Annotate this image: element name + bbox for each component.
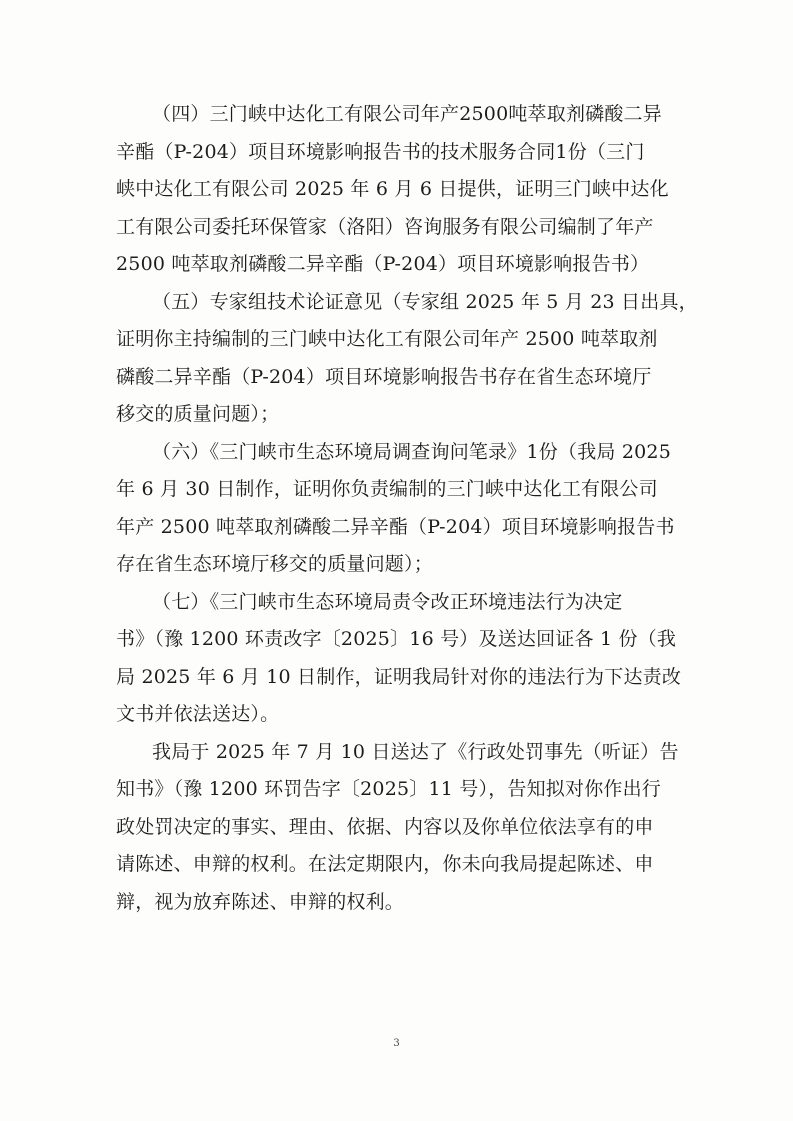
text-line: 书》（豫 1200 环责改字〔2025〕16 号）及送达回证各 1 份（我 [116, 628, 677, 650]
paragraph-evidence-6 [116, 434, 682, 584]
text-line: 磷酸二异辛酯（P-204）项目环境影响报告书存在省生态环境厅 [116, 365, 652, 388]
text-line: 2500 吨萃取剂磷酸二异辛酯（P-204）项目环境影响报告书） [116, 253, 650, 275]
text-line: （六）《三门峡市生态环境局调查询问笔录》1份（我局 2025 [152, 440, 671, 463]
text-line: 证明你主持编制的三门峡中达化工有限公司年产 2500 吨萃取剂 [116, 328, 658, 350]
text-line: （七）《三门峡市生态环境局责令改正环境违法行为决定 [152, 590, 623, 613]
text-line: 知书》（豫 1200 环罚告字〔2025〕11 号），告知拟对你作出行 [116, 778, 662, 800]
text-line: 峡中达化工有限公司 2025 年 6 月 6 日提供，证明三门峡中达化 [116, 178, 669, 200]
text-line: 移交的质量问题）； [116, 403, 280, 425]
text-line: （四）三门峡中达化工有限公司年产2500吨萃取剂磷酸二异 [152, 103, 662, 125]
text-line: 年产 2500 吨萃取剂磷酸二异辛酯（P-204）项目环境影响报告书 [116, 515, 675, 538]
paragraph-hearing-notice [116, 734, 682, 922]
text-line: 文书并依法送达）。 [116, 703, 280, 725]
page-number: 3 [393, 1038, 400, 1049]
text-line: 辛酯（P-204）项目环境影响报告书的技术服务合同1份（三门 [116, 140, 645, 163]
paragraph-evidence-5 [116, 284, 698, 434]
text-line: 局 2025 年 6 月 10 日制作，证明我局针对你的违法行为下达责改 [116, 665, 682, 688]
text-line: 存在省生态环境厅移交的质量问题）； [116, 553, 433, 575]
text-line: 我局于 2025 年 7 月 10 日送达了《行政处罚事先（听证）告 [152, 740, 679, 763]
text-line: 请陈述、申辩的权利。在法定期限内，你未向我局提起陈述、申 [116, 853, 654, 875]
text-line: 年 6 月 30 日制作，证明你负责编制的三门峡中达化工有限公司 [116, 478, 658, 500]
text-line: 政处罚决定的事实、理由、依据、内容以及你单位依法享有的申 [116, 815, 654, 838]
paragraph-evidence-4 [116, 96, 682, 284]
text-line: 工有限公司委托环保管家（洛阳）咨询服务有限公司编制了年产 [116, 215, 654, 238]
document-body [116, 96, 698, 921]
text-line: （五）专家组技术论证意见（专家组 2025 年 5 月 23 日出具， [152, 290, 698, 313]
text-line: 辩，视为放弃陈述、申辩的权利。 [116, 890, 405, 913]
paragraph-evidence-7 [116, 584, 682, 734]
